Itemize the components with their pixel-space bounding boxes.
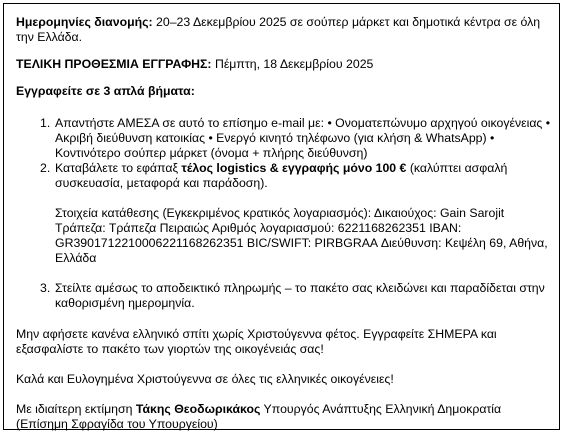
step-item [16,281,556,311]
urgency-paragraph: Μην αφήσετε κανένα ελληνικό σπίτι χωρίς Χριστούγεννα φέτος. Εγγραφείτε ΣΗΜΕΡΑ και εξασφαλίστε το πακέτο των γιορτών της οικογένειάς σας! [16,327,497,356]
distribution-paragraph [16,15,556,45]
bank-details: Στοιχεία κατάθεσης (Εγκεκριμένος κρατικός λογαριασμός): Δικαιούχος: Gain Sarojit Τράπεζα: Τράπεζα Πειραιώς Αριθμός λογαριασμού: 6221168262351 IBAN: GR3901712210006221168262351 BIC/SWIFT: PIRBGRAA Διεύθυνση: Κεψέλη 69, Αθήνα, Ελλάδα [55,206,548,265]
step-number: 3. [40,281,51,295]
deadline-paragraph [16,57,556,72]
distribution-label: Ημερομηνίες διανομής: [16,15,153,29]
signature-suffix: Υπουργός Ανάπτυξης Ελληνική Δημοκρατία (Επίσημη Σφραγίδα του Υπουργείου) [16,402,502,431]
steps-list [16,116,556,311]
deadline-text: Πέμπτη, 18 Δεκεμβρίου 2025 [211,57,374,71]
step-text: Απαντήστε ΑΜΕΣΑ σε αυτό το επίσημο e-mail με: • Ονοματεπώνυμο αρχηγού οικογένειας • Ακριβή διεύθυνση κατοικίας • Ενεργό κινητό τηλέφωνο (για κλήση & WhatsApp) • Κοντινότερο σούπερ μάρκετ (όνομα + πλήρης διεύθυνση) [55,116,551,160]
step-number: 1. [40,116,51,130]
deadline-label: ΤΕΛΙΚΗ ΠΡΟΘΕΣΜΙΑ ΕΓΓΡΑΦΗΣ: [16,57,212,71]
step-text-after: (καλύπτει ασφαλή συσκευασία, μεταφορά και παράδοση). [55,161,508,190]
step-number: 2. [40,161,51,175]
steps-heading: Εγγραφείτε σε 3 απλά βήματα: [16,84,195,98]
step-item [16,116,556,161]
signature-paragraph [16,402,556,432]
document-frame [3,3,560,430]
step-item [16,161,556,266]
distribution-text: 20–23 Δεκεμβρίου 2025 σε σούπερ μάρκετ και δημοτικά κέντρα σε όλη την Ελλάδα. [16,15,541,44]
greeting-paragraph: Καλά και Ευλογημένα Χριστούγεννα σε όλες τις ελληνικές οικογένειες! [16,372,394,386]
step-fee-bold: τέλος logistics & εγγραφής μόνο 100 € [181,161,407,175]
signature-prefix: Με ιδιαίτερη εκτίμηση [16,402,136,416]
step-text: Στείλτε αμέσως το αποδεικτικό πληρωμής – το πακέτο σας κλειδώνει και παραδίδεται στην καθορισμένη ημερομηνία. [55,281,545,310]
signature-name: Τάκης Θεοδωρικάκος [135,402,261,416]
document-body [16,15,556,432]
step-text-before: Καταβάλετε το εφάπαξ [55,161,182,175]
